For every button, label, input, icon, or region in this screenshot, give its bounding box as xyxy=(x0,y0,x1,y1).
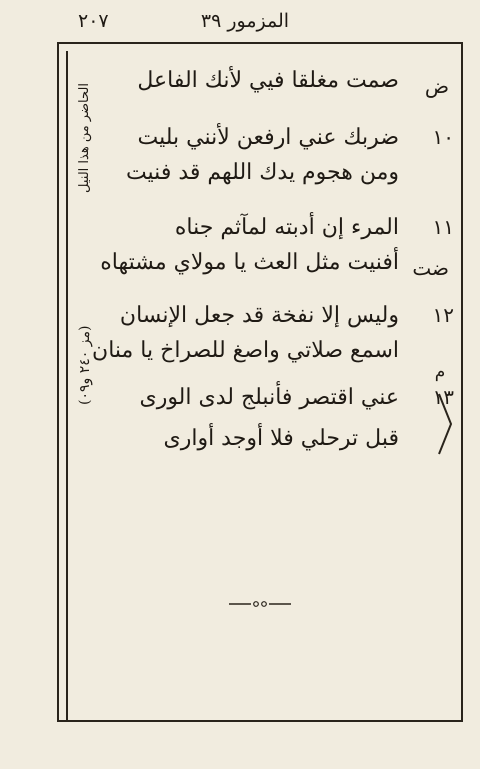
ornament-divider xyxy=(229,599,291,609)
margin-note: الحاضر من هذا النيل xyxy=(77,83,92,193)
verse-text: قبل ترحلي فلا أوجد أوارى xyxy=(163,426,399,451)
verse-number: ١٠ xyxy=(432,125,454,149)
page-number: ٢٠٧ xyxy=(78,10,109,32)
verse-line xyxy=(129,122,454,153)
right-mark: م xyxy=(434,362,446,382)
verse-number: ١٢ xyxy=(432,303,454,327)
right-mark: ض xyxy=(424,74,449,98)
running-head: المزمور ٣٩ xyxy=(200,10,290,32)
verse-text: صمت مغلقا فيي لأنك الفاعل xyxy=(137,68,399,93)
verse-line xyxy=(129,212,454,243)
right-mark: ضت xyxy=(412,256,449,280)
verse-line xyxy=(125,158,454,188)
page-frame xyxy=(57,42,463,722)
verse-number: ١١ xyxy=(432,215,454,239)
verse-text: ضربك عني ارفعن لأنني بليت xyxy=(137,125,399,150)
verse-number: ١٣ xyxy=(432,385,454,409)
verse-text: المرء إن أدبته لمآثم جناه xyxy=(174,215,399,240)
verse-text: وليس إلا نفخة قد جعل الإنسان xyxy=(119,303,399,328)
verse-line xyxy=(129,66,454,96)
verse-text: اسمع صلاتي واصغ للصراخ يا منان xyxy=(92,338,399,363)
verse-text: عني اقتصر فأنبلج لدى الورى xyxy=(139,385,399,410)
verse-line xyxy=(129,424,454,454)
margin-reference: (مز ٢٤٠ و٠٩) xyxy=(77,325,93,405)
verse-line xyxy=(92,336,454,366)
verse-text: ومن هجوم يدك اللهم قد فنيت xyxy=(125,160,399,185)
verse-bracket xyxy=(437,392,453,456)
verse-line xyxy=(100,248,454,278)
verse-line xyxy=(129,382,454,413)
verse-text: أفنيت مثل العث يا مولاي مشتهاه xyxy=(100,250,399,275)
verse-line xyxy=(119,300,454,331)
